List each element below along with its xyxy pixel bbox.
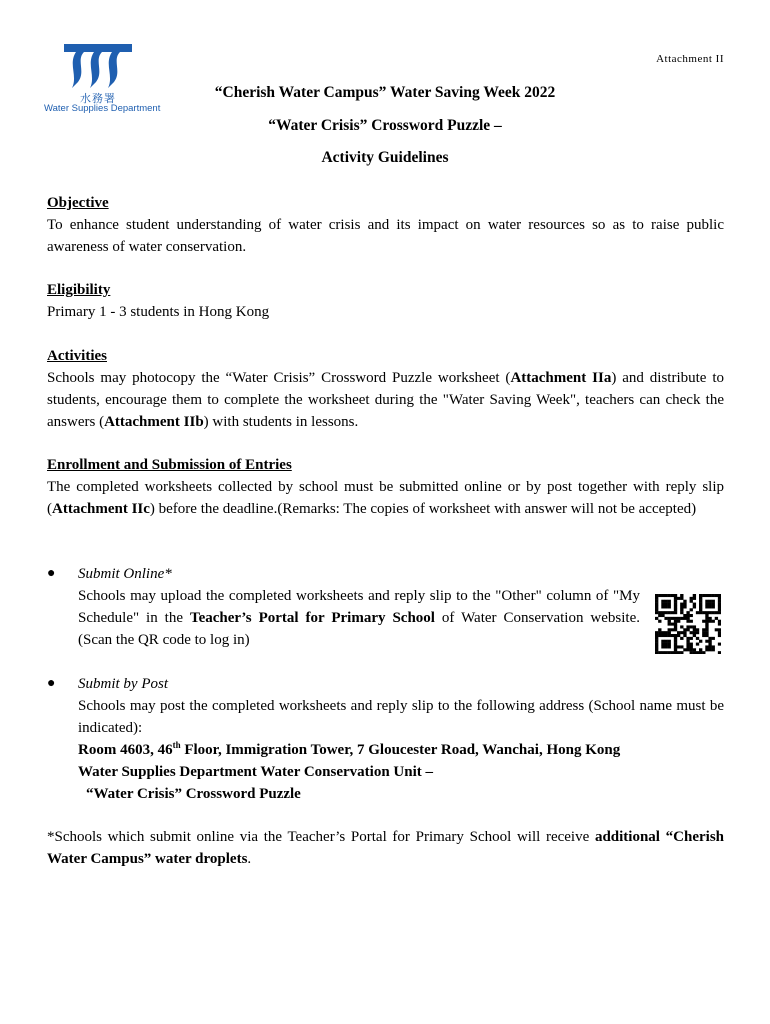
submit-post-section <box>78 673 724 805</box>
page-subtitle: “Water Crisis” Crossword Puzzle – <box>268 117 502 134</box>
logo-english-name: Water Supplies Department <box>44 103 161 114</box>
wsd-logo-icon <box>62 42 134 90</box>
objective-section <box>47 192 724 258</box>
post-address-line2: Water Supplies Department Water Conservation Unit – <box>78 764 433 780</box>
page-title: “Cherish Water Campus” Water Saving Week 2022 <box>214 84 556 101</box>
qr-code-icon[interactable] <box>655 594 721 654</box>
objective-heading: Objective <box>47 195 109 211</box>
enrollment-heading: Enrollment and Submission of Entries <box>47 457 292 473</box>
submit-post-text: Schools may post the completed worksheets and reply slip to the following address (School name must be indicated): <box>78 698 724 736</box>
enrollment-text: The completed worksheets collected by school must be submitted online or by post together with reply slip (Attachment IIc) before the deadline.(Remarks: The copies of worksheet with answer will not be accepted) <box>47 479 724 517</box>
activities-heading: Activities <box>47 348 107 364</box>
post-address-line1: Room 4603, 46th Floor, Immigration Tower, 7 Gloucester Road, Wanchai, Hong Kong <box>78 740 621 758</box>
eligibility-heading: Eligibility <box>47 282 111 298</box>
submit-online-title: Submit Online* <box>78 566 172 582</box>
eligibility-text: Primary 1 - 3 students in Hong Kong <box>47 304 270 320</box>
bullet-icon: ● <box>47 566 56 581</box>
footnote: *Schools which submit online via the Teacher’s Portal for Primary School will receive additional “Cherish Water Campus” water droplets. <box>47 829 725 867</box>
attachment-label: Attachment II <box>656 53 724 65</box>
page-subtitle-guidelines: Activity Guidelines <box>321 149 449 166</box>
bullet-icon: ● <box>47 676 56 691</box>
activities-text: Schools may photocopy the “Water Crisis” Crossword Puzzle worksheet (Attachment IIa) and distribute to students, encourage them to complete the worksheet during the "Water Saving Week", teachers can check the answers (Attachment IIb) with students in lessons. <box>47 370 724 430</box>
eligibility-section <box>47 279 724 323</box>
submit-post-title: Submit by Post <box>78 676 168 692</box>
wsd-logo <box>44 42 164 116</box>
post-address-line3: “Water Crisis” Crossword Puzzle <box>86 786 301 802</box>
activities-section <box>47 345 724 433</box>
submit-online-text: Schools may upload the completed worksheets and reply slip to the "Other" column of "My Schedule" in the Teacher’s Portal for Primary School of Water Conservation website. (Scan the QR code to log in) <box>78 588 640 648</box>
objective-text: To enhance student understanding of water crisis and its impact on water resources so as to raise public awareness of water conservation. <box>47 217 724 255</box>
submit-online-section <box>78 563 640 651</box>
logo-chinese-name: 水務署 <box>80 92 116 105</box>
enrollment-section <box>47 454 724 520</box>
